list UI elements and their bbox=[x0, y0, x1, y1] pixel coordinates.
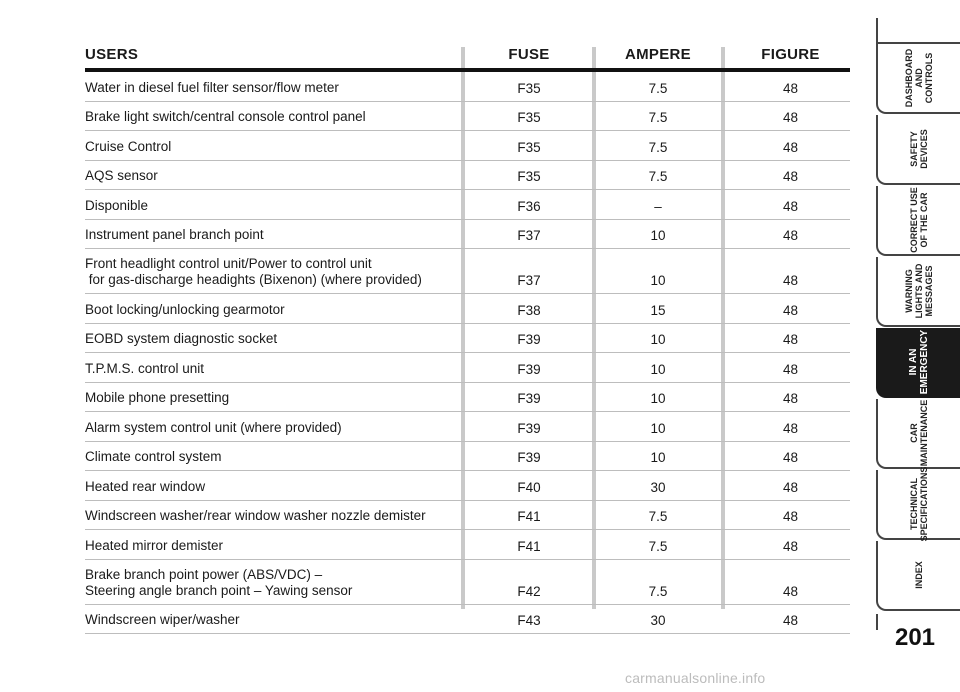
cell-figure: 48 bbox=[782, 583, 799, 599]
cell-fuse: F35 bbox=[517, 169, 541, 184]
table-row bbox=[85, 471, 850, 501]
watermark: carmanualsonline.info bbox=[625, 670, 766, 686]
cell-ampere: 7.5 bbox=[648, 538, 668, 554]
cell-ampere: 7.5 bbox=[648, 169, 668, 184]
header-ampere: AMPERE bbox=[625, 46, 691, 63]
cell-ampere: – bbox=[654, 198, 662, 214]
header-fuse: FUSE bbox=[508, 46, 550, 63]
sidebar-tab-label: CAR MAINTENANCE bbox=[909, 399, 929, 467]
cell-ampere: 10 bbox=[650, 391, 666, 406]
table-row bbox=[85, 383, 850, 413]
table-row bbox=[85, 353, 850, 383]
table-row bbox=[85, 294, 850, 324]
sidebar-tab-technical-specifications[interactable] bbox=[876, 466, 960, 542]
sidebar-tab-label: WARNING LIGHTS AND MESSAGES bbox=[904, 263, 934, 319]
cell-ampere: 10 bbox=[650, 273, 666, 288]
cell-figure: 48 bbox=[782, 198, 799, 214]
cell-figure: 48 bbox=[782, 391, 799, 406]
sidebar-tab-warning-lights-and-messages[interactable] bbox=[876, 257, 960, 327]
cell-ampere: 30 bbox=[650, 613, 666, 628]
table-row bbox=[85, 412, 850, 442]
cell-figure: 48 bbox=[782, 450, 799, 465]
cell-users: Instrument panel branch point bbox=[85, 227, 264, 242]
cell-fuse: F42 bbox=[517, 583, 541, 599]
cell-figure: 48 bbox=[782, 110, 799, 125]
cell-fuse: F39 bbox=[517, 420, 541, 436]
cell-figure: 48 bbox=[782, 169, 799, 184]
cell-ampere: 10 bbox=[650, 228, 666, 243]
cell-ampere: 7.5 bbox=[648, 80, 668, 96]
cell-ampere: 10 bbox=[650, 420, 666, 436]
page-number: 201 bbox=[894, 624, 936, 651]
sidebar-tab-car-maintenance[interactable] bbox=[876, 399, 960, 469]
cell-fuse: F39 bbox=[517, 450, 541, 465]
cell-users: Brake branch point power (ABS/VDC) – Steering angle branch point – Yawing sensor bbox=[85, 566, 353, 598]
sidebar-tab-label: CORRECT USE OF THE CAR bbox=[909, 187, 929, 253]
cell-ampere: 7.5 bbox=[648, 139, 668, 155]
cell-users: Windscreen washer/rear window washer nozzle demister bbox=[85, 508, 426, 523]
cell-users: T.P.M.S. control unit bbox=[85, 360, 205, 376]
table-row bbox=[85, 324, 850, 354]
sidebar-tab-label: SAFETY DEVICES bbox=[909, 129, 929, 169]
sidebar-tab-safety-devices[interactable] bbox=[876, 115, 960, 185]
cell-fuse: F40 bbox=[517, 479, 541, 495]
cell-fuse: F39 bbox=[517, 391, 541, 406]
sidebar-tab-label: TECHNICAL SPECIFICATIONS bbox=[909, 466, 929, 542]
cell-ampere: 10 bbox=[650, 332, 666, 347]
cell-fuse: F41 bbox=[517, 538, 541, 554]
fuse-table bbox=[85, 44, 850, 634]
cell-fuse: F35 bbox=[517, 80, 541, 96]
cell-figure: 48 bbox=[782, 613, 799, 628]
cell-ampere: 7.5 bbox=[648, 110, 668, 125]
cell-users: Heated mirror demister bbox=[85, 537, 224, 553]
cell-fuse: F37 bbox=[517, 228, 541, 243]
table-row bbox=[85, 560, 850, 605]
cell-users: Boot locking/unlocking gearmotor bbox=[85, 301, 285, 317]
table-row bbox=[85, 131, 850, 161]
table-row bbox=[85, 442, 850, 472]
cell-figure: 48 bbox=[782, 479, 799, 495]
table-row bbox=[85, 605, 850, 635]
table-header bbox=[85, 44, 850, 72]
cell-figure: 48 bbox=[782, 332, 799, 347]
sidebar-tab-correct-use-of-the-car[interactable] bbox=[876, 186, 960, 256]
cell-figure: 48 bbox=[782, 509, 799, 524]
cell-figure: 48 bbox=[782, 538, 799, 554]
cell-users: EOBD system diagnostic socket bbox=[85, 331, 278, 346]
cell-users: Windscreen wiper/washer bbox=[85, 612, 240, 627]
cell-fuse: F39 bbox=[517, 361, 541, 377]
cell-ampere: 15 bbox=[650, 302, 666, 318]
cell-fuse: F38 bbox=[517, 302, 541, 318]
cell-users: Front headlight control unit/Power to control unit for gas-discharge headights (Bixenon) (where provided) bbox=[85, 256, 422, 287]
cell-users: Brake light switch/central console control panel bbox=[85, 109, 366, 124]
cell-users: Climate control system bbox=[85, 449, 222, 464]
cell-users: Heated rear window bbox=[85, 478, 206, 494]
cell-users: Mobile phone presetting bbox=[85, 390, 230, 405]
header-users: USERS bbox=[85, 46, 139, 63]
cell-figure: 48 bbox=[782, 302, 799, 318]
table-row bbox=[85, 161, 850, 191]
cell-users: AQS sensor bbox=[85, 168, 158, 183]
cell-ampere: 7.5 bbox=[648, 583, 668, 599]
cell-ampere: 10 bbox=[650, 450, 666, 465]
cell-figure: 48 bbox=[782, 228, 799, 243]
cell-users: Alarm system control unit (where provided) bbox=[85, 419, 342, 435]
sidebar-tab-dashboard-and-controls[interactable] bbox=[876, 44, 960, 114]
cell-ampere: 7.5 bbox=[648, 509, 668, 524]
cell-users: Water in diesel fuel filter sensor/flow meter bbox=[85, 79, 339, 95]
table-row bbox=[85, 72, 850, 102]
table-row bbox=[85, 530, 850, 560]
table-body bbox=[85, 72, 850, 634]
cell-fuse: F43 bbox=[517, 613, 541, 628]
cell-figure: 48 bbox=[782, 420, 799, 436]
cell-users: Disponible bbox=[85, 197, 149, 213]
cell-fuse: F35 bbox=[517, 139, 541, 155]
sidebar-tab-label: IN AN EMERGENCY bbox=[908, 329, 930, 395]
table-row bbox=[85, 220, 850, 250]
sidebar-top-line bbox=[876, 18, 878, 44]
cell-fuse: F36 bbox=[517, 198, 541, 214]
cell-fuse: F37 bbox=[517, 273, 541, 288]
cell-fuse: F41 bbox=[517, 509, 541, 524]
header-figure: FIGURE bbox=[761, 46, 820, 63]
table-row bbox=[85, 102, 850, 132]
table-row bbox=[85, 249, 850, 294]
sidebar-tab-index[interactable] bbox=[876, 541, 960, 611]
table-row bbox=[85, 501, 850, 531]
cell-ampere: 10 bbox=[650, 361, 666, 377]
table-row bbox=[85, 190, 850, 220]
cell-figure: 48 bbox=[782, 80, 799, 96]
cell-figure: 48 bbox=[782, 139, 799, 155]
cell-ampere: 30 bbox=[650, 479, 666, 495]
page-number-rule bbox=[876, 614, 878, 630]
cell-users: Cruise Control bbox=[85, 138, 172, 154]
cell-fuse: F39 bbox=[517, 332, 541, 347]
cell-fuse: F35 bbox=[517, 110, 541, 125]
cell-figure: 48 bbox=[782, 361, 799, 377]
cell-figure: 48 bbox=[782, 273, 799, 288]
sidebar-tab-in-an-emergency[interactable] bbox=[876, 328, 960, 398]
sidebar-tab-label: INDEX bbox=[914, 561, 924, 589]
sidebar-tab-label: DASHBOARD AND CONTROLS bbox=[904, 48, 934, 108]
